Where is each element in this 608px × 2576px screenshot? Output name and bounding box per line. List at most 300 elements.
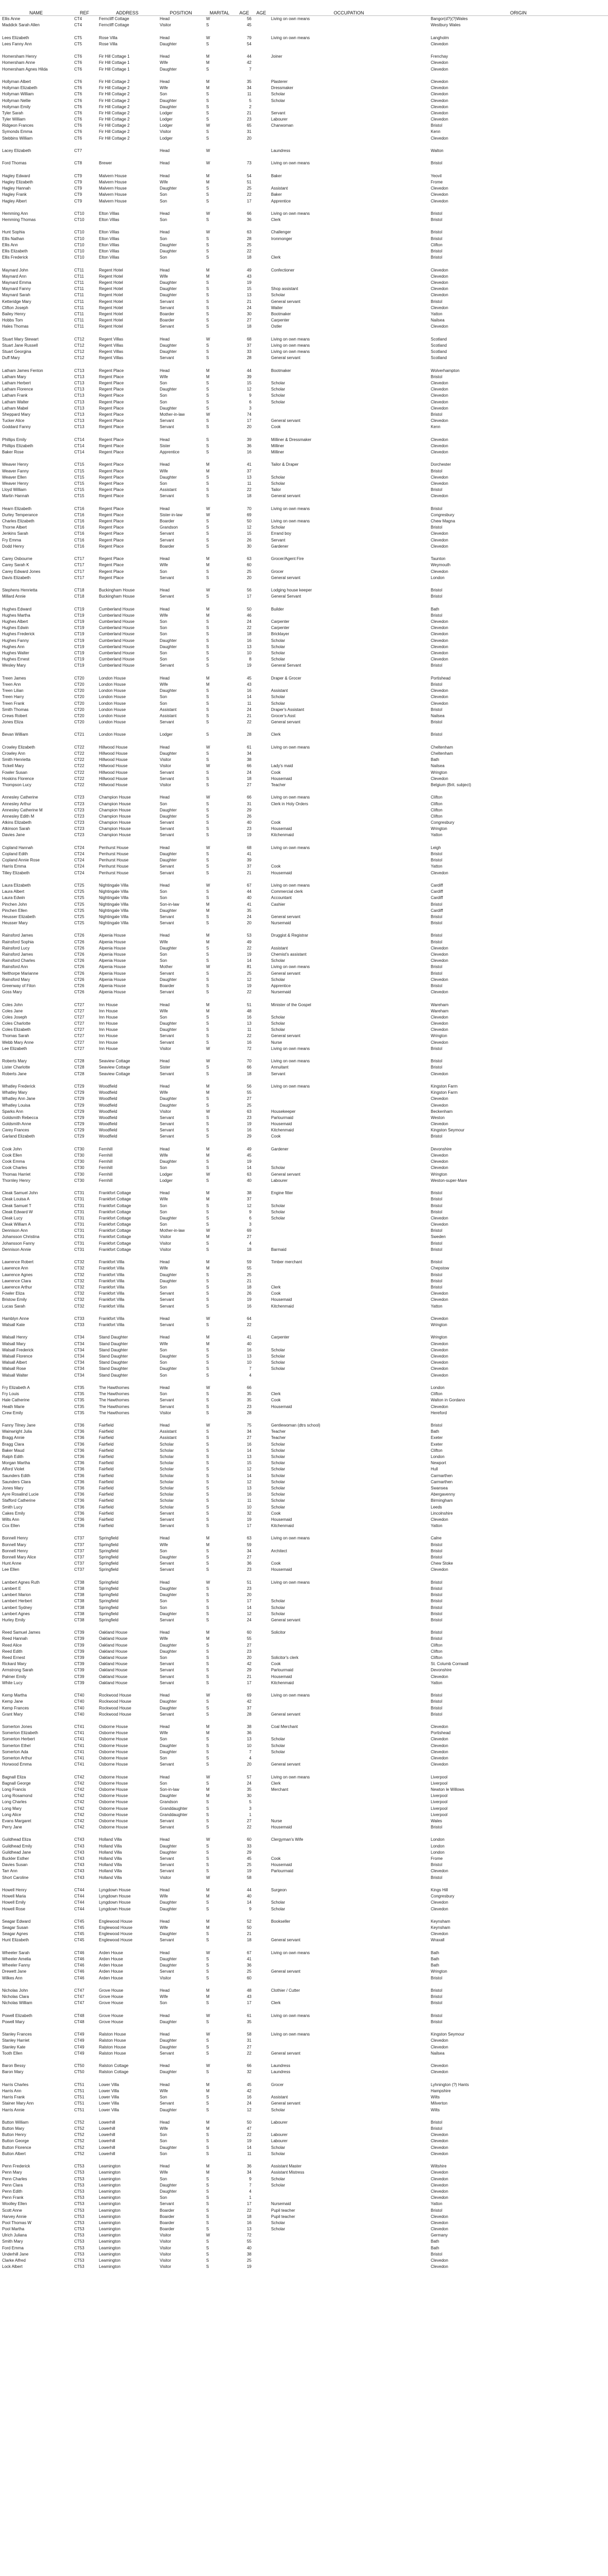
blank-row (0, 2113, 608, 2120)
cell-age: 36 (247, 443, 251, 448)
cell-marital: S (206, 1128, 209, 1133)
cell-name: Hagley Albert (2, 198, 27, 204)
cell-marital: S (206, 1850, 209, 1855)
cell-position: Wife (160, 1090, 168, 1095)
cell-occupation: Housemaid (271, 1517, 292, 1522)
cell-position: Son (160, 651, 167, 656)
cell-marital: S (206, 757, 209, 762)
cell-name: Cleak Edward W (2, 1209, 33, 1214)
cell-marital: S (206, 387, 209, 392)
cell-occupation: Living on own means (271, 1774, 310, 1780)
cell-name: Tickell Mary (2, 764, 24, 769)
cell-occupation: General servant (271, 1711, 300, 1717)
cell-origin: Clevedon (431, 2132, 448, 2138)
table-row (0, 1805, 608, 1811)
cell-marital: S (206, 2139, 209, 2144)
cell-name: Charles Elizabeth (2, 519, 35, 524)
cell-occupation: Scholar (271, 1461, 285, 1466)
cell-name: Roberts Mary (2, 1059, 27, 1064)
cell-occupation: Scholar (271, 1906, 285, 1911)
cell-position: Daughter (160, 1850, 177, 1855)
cell-name: Cox Ellen (2, 1523, 20, 1529)
cell-age: 21 (247, 110, 251, 115)
table-row (0, 914, 608, 920)
cell-occupation: Assistant (271, 688, 288, 693)
cell-marital: S (206, 2189, 209, 2194)
table-row (0, 1906, 608, 1912)
cell-origin: Clevedon (431, 1674, 448, 1679)
cell-address: Ralston House (99, 2038, 126, 2043)
cell-position: Wife (160, 563, 168, 568)
cell-name: Goss Mary (2, 990, 22, 995)
cell-address: Regent Place (99, 418, 124, 423)
cell-name: Crew Emily (2, 1410, 23, 1415)
cell-position: Son (160, 1737, 167, 1742)
cell-marital: M (206, 1191, 210, 1196)
cell-name: Maynard Fanny (2, 286, 31, 292)
table-row (0, 1793, 608, 1799)
cell-origin: Clevedon (431, 104, 448, 109)
cell-occupation: Housemaid (271, 1862, 292, 1868)
cell-name: Hemming Ann (2, 211, 28, 216)
cell-ref: CT39 (74, 1642, 85, 1648)
cell-origin: Leigh (431, 845, 441, 850)
cell-ref: CT6 (74, 135, 82, 141)
cell-occupation: Assistant (271, 945, 288, 951)
cell-ref: CT23 (74, 814, 85, 819)
cell-origin: Clevedon (431, 437, 448, 442)
cell-origin: Clevedon (431, 2258, 448, 2263)
cell-occupation: Scholar (271, 1203, 285, 1208)
blank-row (0, 73, 608, 79)
cell-age: 51 (247, 1002, 251, 1007)
cell-age: 35 (247, 2019, 251, 2024)
cell-age: 15 (247, 531, 251, 536)
cell-position: Daughter (160, 858, 177, 863)
cell-name: Hunt Sophia (2, 230, 25, 235)
table-row (0, 449, 608, 455)
cell-marital: S (206, 249, 209, 254)
cell-name: Treen Lilian (2, 688, 24, 693)
cell-position: Head (160, 2164, 170, 2169)
cell-position: Son (160, 236, 167, 241)
cell-ref: CT5 (74, 41, 82, 46)
cell-marital: W (206, 1172, 210, 1177)
cell-ref: CT34 (74, 1354, 85, 1359)
cell-origin: Carmarthen (431, 1479, 453, 1484)
table-row (0, 1473, 608, 1479)
cell-ref: CT52 (74, 2132, 85, 2138)
cell-occupation: Scholar (271, 1027, 285, 1032)
cell-age: 22 (247, 2208, 251, 2213)
cell-ref: CT25 (74, 914, 85, 919)
cell-name: Lambert Agnes Ruth (2, 1580, 40, 1585)
cell-occupation: Parlourmaid (271, 1115, 294, 1120)
cell-marital: S (206, 1461, 209, 1466)
cell-origin: Clevedon (431, 1517, 448, 1522)
cell-age: 17 (247, 198, 251, 204)
cell-position: Daughter (160, 249, 177, 254)
cell-marital: M (206, 468, 210, 473)
cell-marital: S (206, 1115, 209, 1120)
cell-name: Nicholas John (2, 1988, 28, 1993)
cell-origin: Clevedon (431, 418, 448, 423)
cell-name: Ellis Anne (2, 16, 21, 22)
cell-age: 23 (247, 1586, 251, 1591)
cell-origin: Bristol (431, 1617, 443, 1622)
blank-row (0, 455, 608, 462)
cell-ref: CT19 (74, 632, 85, 637)
cell-address: Regent Place (99, 506, 124, 511)
cell-name: Lambert Sydney (2, 1605, 32, 1610)
cell-name: Jones Eliza (2, 720, 23, 725)
cell-ref: CT37 (74, 1567, 85, 1572)
cell-name: Hollyman Nellie (2, 98, 31, 103)
cell-address: Regent Place (99, 537, 124, 543)
cell-origin: Clevedon (431, 1040, 448, 1045)
cell-position: Visitor (160, 1109, 172, 1114)
cell-origin: Liverpool (431, 1806, 448, 1811)
cell-origin: Yatton (431, 1523, 443, 1529)
cell-occupation: Scholar (271, 2145, 285, 2150)
cell-ref: CT36 (74, 1435, 85, 1440)
cell-ref: CT37 (74, 1561, 85, 1566)
cell-origin: Bristol (431, 1630, 443, 1635)
table-row (0, 1196, 608, 1202)
cell-occupation: Scholar (271, 701, 285, 706)
cell-age: 23 (247, 1649, 251, 1654)
cell-address: Leamington (99, 2201, 121, 2207)
cell-name: Long Mary (2, 1806, 22, 1811)
cell-origin: Clevedon (431, 569, 448, 574)
table-row (0, 650, 608, 656)
cell-marital: M (206, 613, 210, 618)
cell-ref: CT32 (74, 1284, 85, 1290)
table-row (0, 2189, 608, 2195)
cell-origin: Carmarthen (431, 1473, 453, 1478)
cell-address: Lowerhill (99, 2120, 115, 2125)
blank-row (0, 839, 608, 845)
cell-position: Son (160, 2151, 167, 2156)
cell-name: Carey Osbourne (2, 556, 32, 562)
cell-occupation: Living on own means (271, 519, 310, 524)
table-row (0, 317, 608, 324)
cell-origin: Bristol (431, 939, 443, 944)
cell-marital: S (206, 1096, 209, 1101)
table-row (0, 524, 608, 531)
cell-age: 16 (247, 2095, 251, 2100)
cell-position: Wife (160, 613, 168, 618)
cell-marital: S (206, 826, 209, 832)
cell-age: 40 (247, 1341, 251, 1346)
cell-address: Hillwood House (99, 757, 128, 762)
table-row (0, 248, 608, 255)
cell-origin: Bristol (431, 971, 443, 976)
cell-age: 49 (247, 939, 251, 944)
cell-name: Lambert E (2, 1586, 21, 1591)
cell-origin: Milverton (431, 2101, 448, 2106)
cell-marital: S (206, 1159, 209, 1164)
cell-address: Inn House (99, 1021, 118, 1026)
cell-occupation: Scholar (271, 1442, 285, 1447)
cell-address: Regent Hotel (99, 274, 123, 279)
cell-marital: W (206, 1950, 210, 1955)
cell-marital: S (206, 858, 209, 863)
cell-address: Fairfield (99, 1517, 114, 1522)
cell-name: Ayre Rosalind Lucie (2, 1492, 39, 1497)
cell-position: Assistant (160, 1429, 177, 1434)
cell-occupation: Clergyman's Wife (271, 1837, 303, 1842)
cell-marital: S (206, 644, 209, 649)
cell-age: 37 (247, 468, 251, 473)
table-row (0, 35, 608, 41)
cell-occupation: Clerk (271, 2001, 281, 2006)
cell-position: Head (160, 1083, 170, 1089)
table-row (0, 1567, 608, 1573)
cell-origin: Clevedon (431, 1360, 448, 1365)
cell-position: Sister (160, 1065, 171, 1070)
cell-marital: S (206, 305, 209, 310)
cell-name: Powell Mary (2, 2019, 25, 2024)
cell-address: Springfield (99, 1611, 119, 1616)
cell-name: Baker Rose (2, 450, 24, 455)
cell-position: Head (160, 148, 170, 154)
table-row (0, 1448, 608, 1454)
cell-marital: S (206, 2101, 209, 2106)
cell-marital: M (206, 1994, 210, 1999)
cell-ref: CT31 (74, 1191, 85, 1196)
cell-origin: Wolverhampton (431, 368, 460, 373)
cell-origin: Bristol (431, 1203, 443, 1208)
cell-address: Leamington (99, 2195, 121, 2200)
cell-address: Fir Hill Cottage 2 (99, 104, 130, 109)
cell-marital: S (206, 2095, 209, 2100)
cell-origin: Bristol (431, 1699, 443, 1704)
cell-ref: CT49 (74, 2044, 85, 2049)
cell-marital: S (206, 487, 209, 493)
cell-occupation: Scholar (271, 1454, 285, 1460)
cell-age: 13 (247, 644, 251, 649)
cell-marital: S (206, 1655, 209, 1660)
cell-occupation: Carpenter (271, 1335, 290, 1340)
cell-origin: Bristol (431, 933, 443, 938)
cell-age: 35 (247, 908, 251, 913)
cell-name: Nelthorpe Marianne (2, 971, 39, 976)
cell-marital: W (206, 35, 210, 40)
cell-position: Daughter (160, 1749, 177, 1754)
cell-ref: CT48 (74, 2019, 85, 2024)
cell-position: Servant (160, 1818, 174, 1823)
cell-position: Head (160, 2013, 170, 2018)
cell-occupation: Bootmaker (271, 311, 291, 316)
cell-ref: CT53 (74, 2182, 85, 2188)
cell-name: Hollyman Emily (2, 104, 31, 109)
table-row (0, 1856, 608, 1862)
cell-marital: S (206, 2182, 209, 2188)
cell-position: Son (160, 192, 167, 197)
cell-address: Leamington (99, 2164, 121, 2169)
cell-marital: S (206, 1435, 209, 1440)
cell-position: Servant (160, 1762, 174, 1767)
cell-origin: Clevedon (431, 399, 448, 404)
cell-address: Fairfield (99, 1461, 114, 1466)
cell-marital: S (206, 751, 209, 756)
cell-address: Regent Hotel (99, 305, 123, 310)
cell-marital: S (206, 380, 209, 385)
cell-address: Stand Daughter (99, 1341, 128, 1346)
cell-occupation: Living on own means (271, 35, 310, 40)
cell-name: Tucker Alice (2, 418, 25, 423)
cell-age: 43 (247, 1994, 251, 1999)
cell-marital: S (206, 450, 209, 455)
table-row (0, 1272, 608, 1278)
cell-occupation: Scholar (271, 1021, 285, 1026)
table-row (0, 437, 608, 443)
cell-occupation: Apprentice (271, 983, 291, 988)
cell-occupation: Ostler (271, 324, 282, 329)
cell-marital: S (206, 1065, 209, 1070)
cell-occupation: Assistant (271, 186, 288, 191)
cell-age: 25 (247, 1862, 251, 1868)
cell-name: Symonds Emma (2, 129, 32, 134)
cell-position: Son (160, 481, 167, 486)
cell-name: Jones Mary (2, 1485, 24, 1490)
cell-age: 20 (247, 921, 251, 926)
cell-occupation: Cook (271, 1856, 281, 1861)
cell-marital: M (206, 267, 210, 273)
cell-name: Maynard Sarah (2, 293, 30, 298)
cell-age: 7 (249, 1749, 251, 1754)
cell-age: 34 (247, 1429, 251, 1434)
cell-ref: CT15 (74, 481, 85, 486)
table-row (0, 380, 608, 386)
blank-row (0, 876, 608, 883)
cell-marital: M (206, 606, 210, 612)
cell-origin: Clevedon (431, 387, 448, 392)
cell-address: Frankfort Cottage (99, 1209, 131, 1214)
cell-position: Daughter (160, 343, 177, 348)
cell-origin: Clevedon (431, 1869, 448, 1874)
cell-name: Laura Albert (2, 889, 25, 894)
cell-name: Coles Jane (2, 1008, 23, 1013)
table-row (0, 1228, 608, 1234)
cell-position: Daughter (160, 2189, 177, 2194)
table-row (0, 1925, 608, 1931)
cell-marital: S (206, 1862, 209, 1868)
cell-marital: S (206, 474, 209, 480)
cell-marital: S (206, 1781, 209, 1786)
cell-age: 3 (249, 405, 251, 411)
cell-name: Kemp Jane (2, 1699, 23, 1704)
cell-address: Fairfield (99, 1467, 114, 1472)
cell-origin: Bristol (431, 2126, 443, 2131)
cell-name: Wilkes Ann (2, 1975, 23, 1980)
blank-row (0, 1981, 608, 1988)
cell-position: Head (160, 1887, 170, 1892)
cell-age: 8 (249, 657, 251, 662)
cell-name: Howell Rose (2, 1906, 25, 1911)
cell-marital: S (206, 293, 209, 298)
table-row (0, 1561, 608, 1567)
cell-address: Ralston House (99, 2050, 126, 2056)
cell-position: Wife (160, 939, 168, 944)
cell-address: Fir Hill Cottage 2 (99, 123, 130, 128)
cell-address: Springfield (99, 1567, 119, 1572)
table-row (0, 1466, 608, 1472)
cell-ref: CT15 (74, 474, 85, 480)
cell-age: 70 (247, 506, 251, 511)
cell-position: Scholar (160, 1442, 174, 1447)
cell-occupation: Scholar (271, 1611, 285, 1616)
cell-position: Daughter (160, 2182, 177, 2188)
cell-origin: Exeter (431, 1442, 443, 1447)
cell-ref: CT53 (74, 2233, 85, 2238)
cell-origin: Taunton (431, 556, 446, 562)
table-row (0, 1083, 608, 1090)
cell-name: Bristow Emily (2, 1297, 27, 1302)
cell-ref: CT31 (74, 1222, 85, 1227)
cell-origin: Bristol (431, 720, 443, 725)
cell-occupation: Parlourmaid (271, 1668, 294, 1673)
cell-position: Servant (160, 1938, 174, 1943)
cell-marital: S (206, 2220, 209, 2225)
cell-occupation: Living on own means (271, 2032, 310, 2037)
cell-position: Lodger (160, 135, 173, 141)
cell-position: Daughter (160, 638, 177, 643)
cell-address: Osborne House (99, 1749, 128, 1754)
cell-marital: S (206, 1617, 209, 1622)
cell-occupation: Scholar (271, 1737, 285, 1742)
cell-occupation: Minister of the Gospel (271, 1002, 311, 1007)
cell-age: 47 (247, 2126, 251, 2131)
cell-marital: S (206, 1900, 209, 1905)
cell-age: 11 (247, 1027, 251, 1032)
cell-position: Servant (160, 1869, 174, 1874)
cell-address: Woodfield (99, 1122, 117, 1127)
cell-marital: S (206, 1762, 209, 1767)
cell-ref: CT49 (74, 2032, 85, 2037)
table-row (0, 1598, 608, 1604)
cell-address: Lower Villa (99, 2101, 119, 2106)
cell-position: Head (160, 744, 170, 750)
cell-name: Harris Emma (2, 864, 26, 869)
cell-name: Coles Joseph (2, 1014, 27, 1020)
cell-address: Cumberland House (99, 638, 134, 643)
cell-occupation: Teacher (271, 782, 286, 787)
cell-address: Leamington (99, 2251, 121, 2257)
cell-position: Wife (160, 274, 168, 279)
cell-age: 11 (247, 2151, 251, 2156)
table-row (0, 1988, 608, 1994)
cell-position: Son (160, 1548, 167, 1553)
cell-address: Regent Place (99, 462, 124, 467)
cell-address: Penhurst House (99, 845, 129, 850)
cell-origin: Clevedon (431, 1159, 448, 1164)
cell-occupation: Cook (271, 1561, 281, 1566)
table-row (0, 1341, 608, 1347)
cell-origin: Clevedon (431, 494, 448, 499)
table-row (0, 2082, 608, 2088)
cell-address: Rose Villa (99, 41, 117, 46)
cell-ref: CT36 (74, 1485, 85, 1490)
cell-occupation: Carpenter (271, 318, 290, 323)
cell-origin: Clevedon (431, 1341, 448, 1346)
cell-position: Scholar (160, 1448, 174, 1453)
cell-origin: Germany (431, 2233, 448, 2238)
cell-position: Son (160, 952, 167, 957)
cell-marital: S (206, 2070, 209, 2075)
cell-origin: Exeter (431, 1435, 443, 1440)
